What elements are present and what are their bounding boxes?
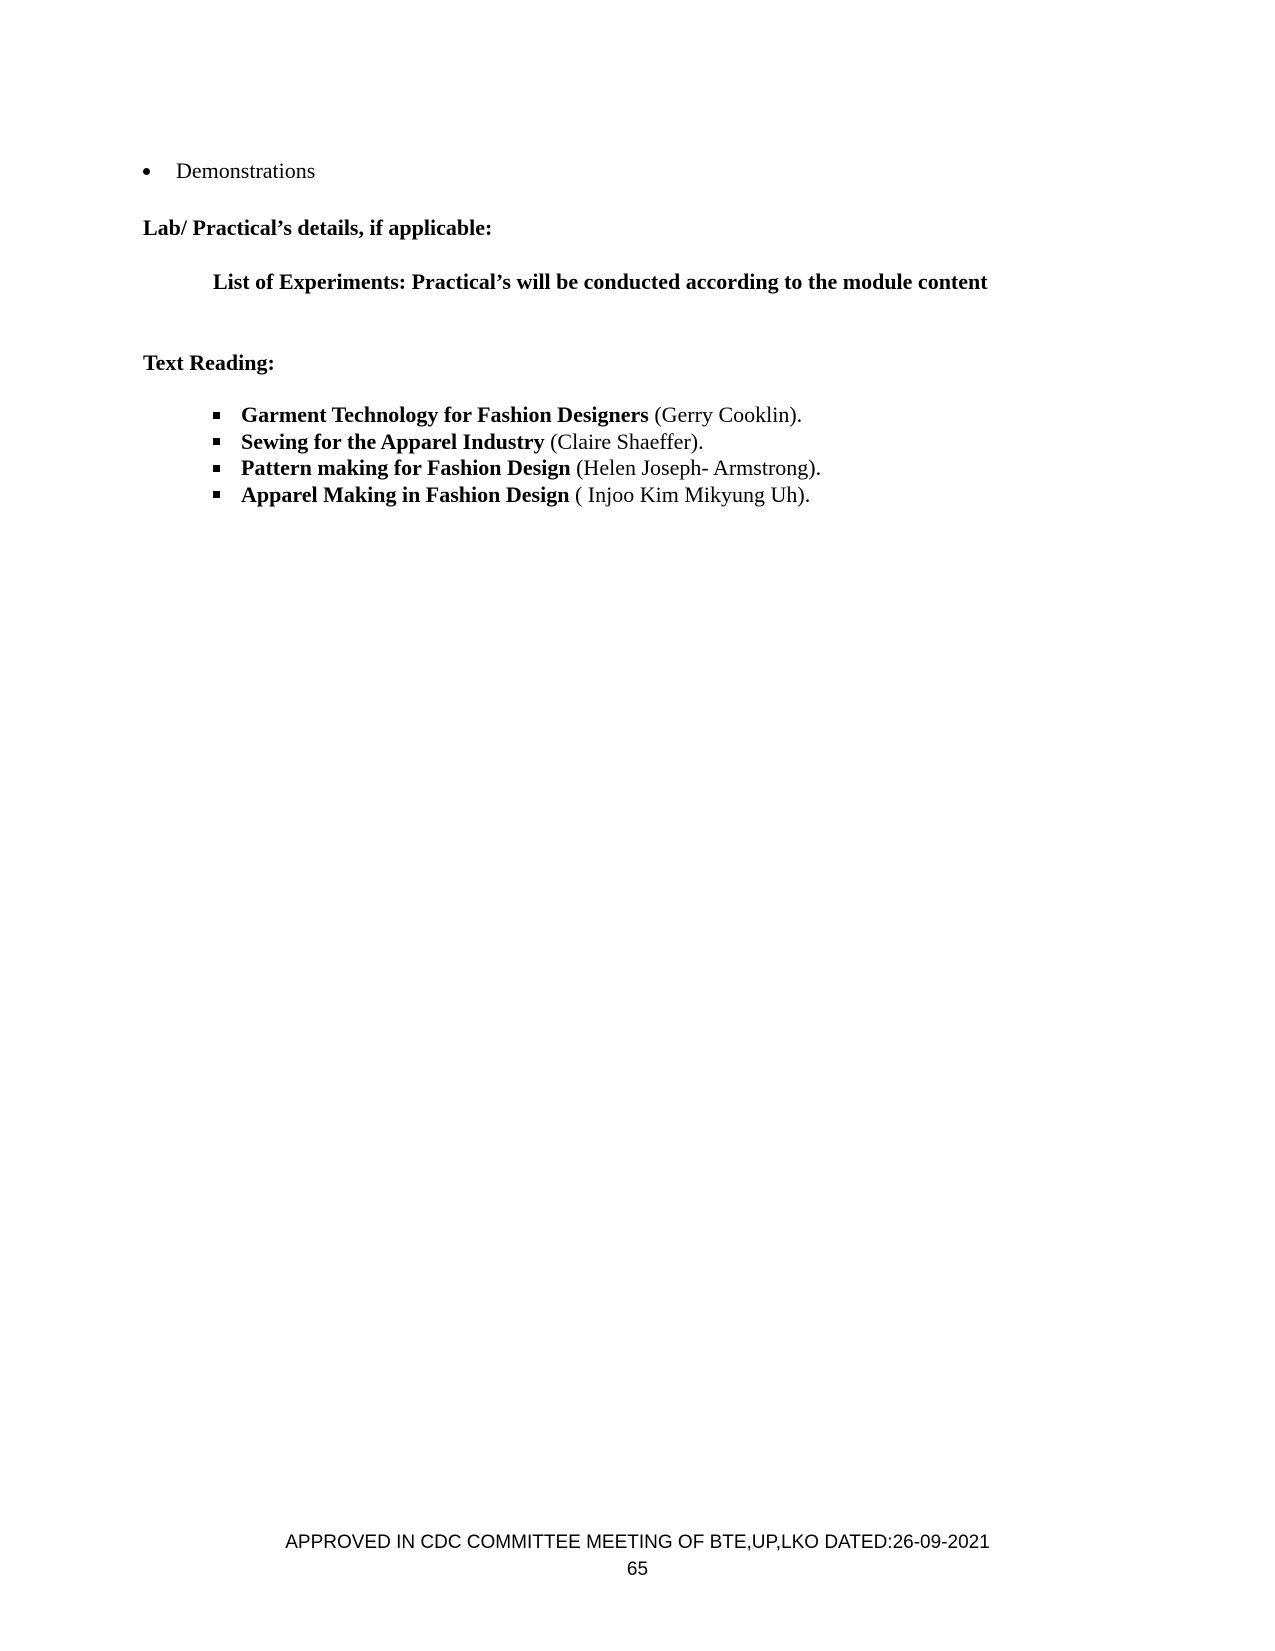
square-bullet-icon (213, 491, 220, 498)
bullet-dot-icon (143, 168, 150, 175)
reference-item (213, 455, 821, 482)
reference-title: Sewing for the Apparel Industry (241, 428, 545, 454)
reference-author: (Helen Joseph- Armstrong). (570, 455, 822, 480)
reference-title: Apparel Making in Fashion Design (241, 481, 570, 507)
square-bullet-icon (213, 412, 220, 419)
reference-item (213, 429, 821, 456)
reference-author: (Claire Shaeffer). (544, 428, 704, 454)
footer-approval: APPROVED IN CDC COMMITTEE MEETING OF BTE,UP,LKO DATED:26-09-2021 (285, 1532, 990, 1553)
reference-list (213, 402, 821, 508)
demonstrations-item (143, 158, 315, 184)
reference-author: (Gerry Cooklin). (648, 402, 803, 427)
reference-author: ( Injoo Kim Mikyung Uh). (569, 481, 811, 507)
square-bullet-icon (213, 465, 220, 472)
reference-title: Garment Technology for Fashion Designers (241, 402, 649, 427)
reference-item (213, 402, 821, 429)
text-reading-heading: Text Reading: (143, 350, 275, 375)
experiments-heading: List of Experiments: Practical’s will be conducted according to the module content (213, 269, 988, 294)
lab-heading: Lab/ Practical’s details, if applicable: (143, 215, 493, 240)
square-bullet-icon (213, 438, 220, 445)
reference-title: Pattern making for Fashion Design (241, 455, 571, 480)
demonstrations-text: Demonstrations (176, 158, 316, 183)
page-number: 65 (626, 1559, 649, 1580)
reference-item (213, 482, 821, 509)
